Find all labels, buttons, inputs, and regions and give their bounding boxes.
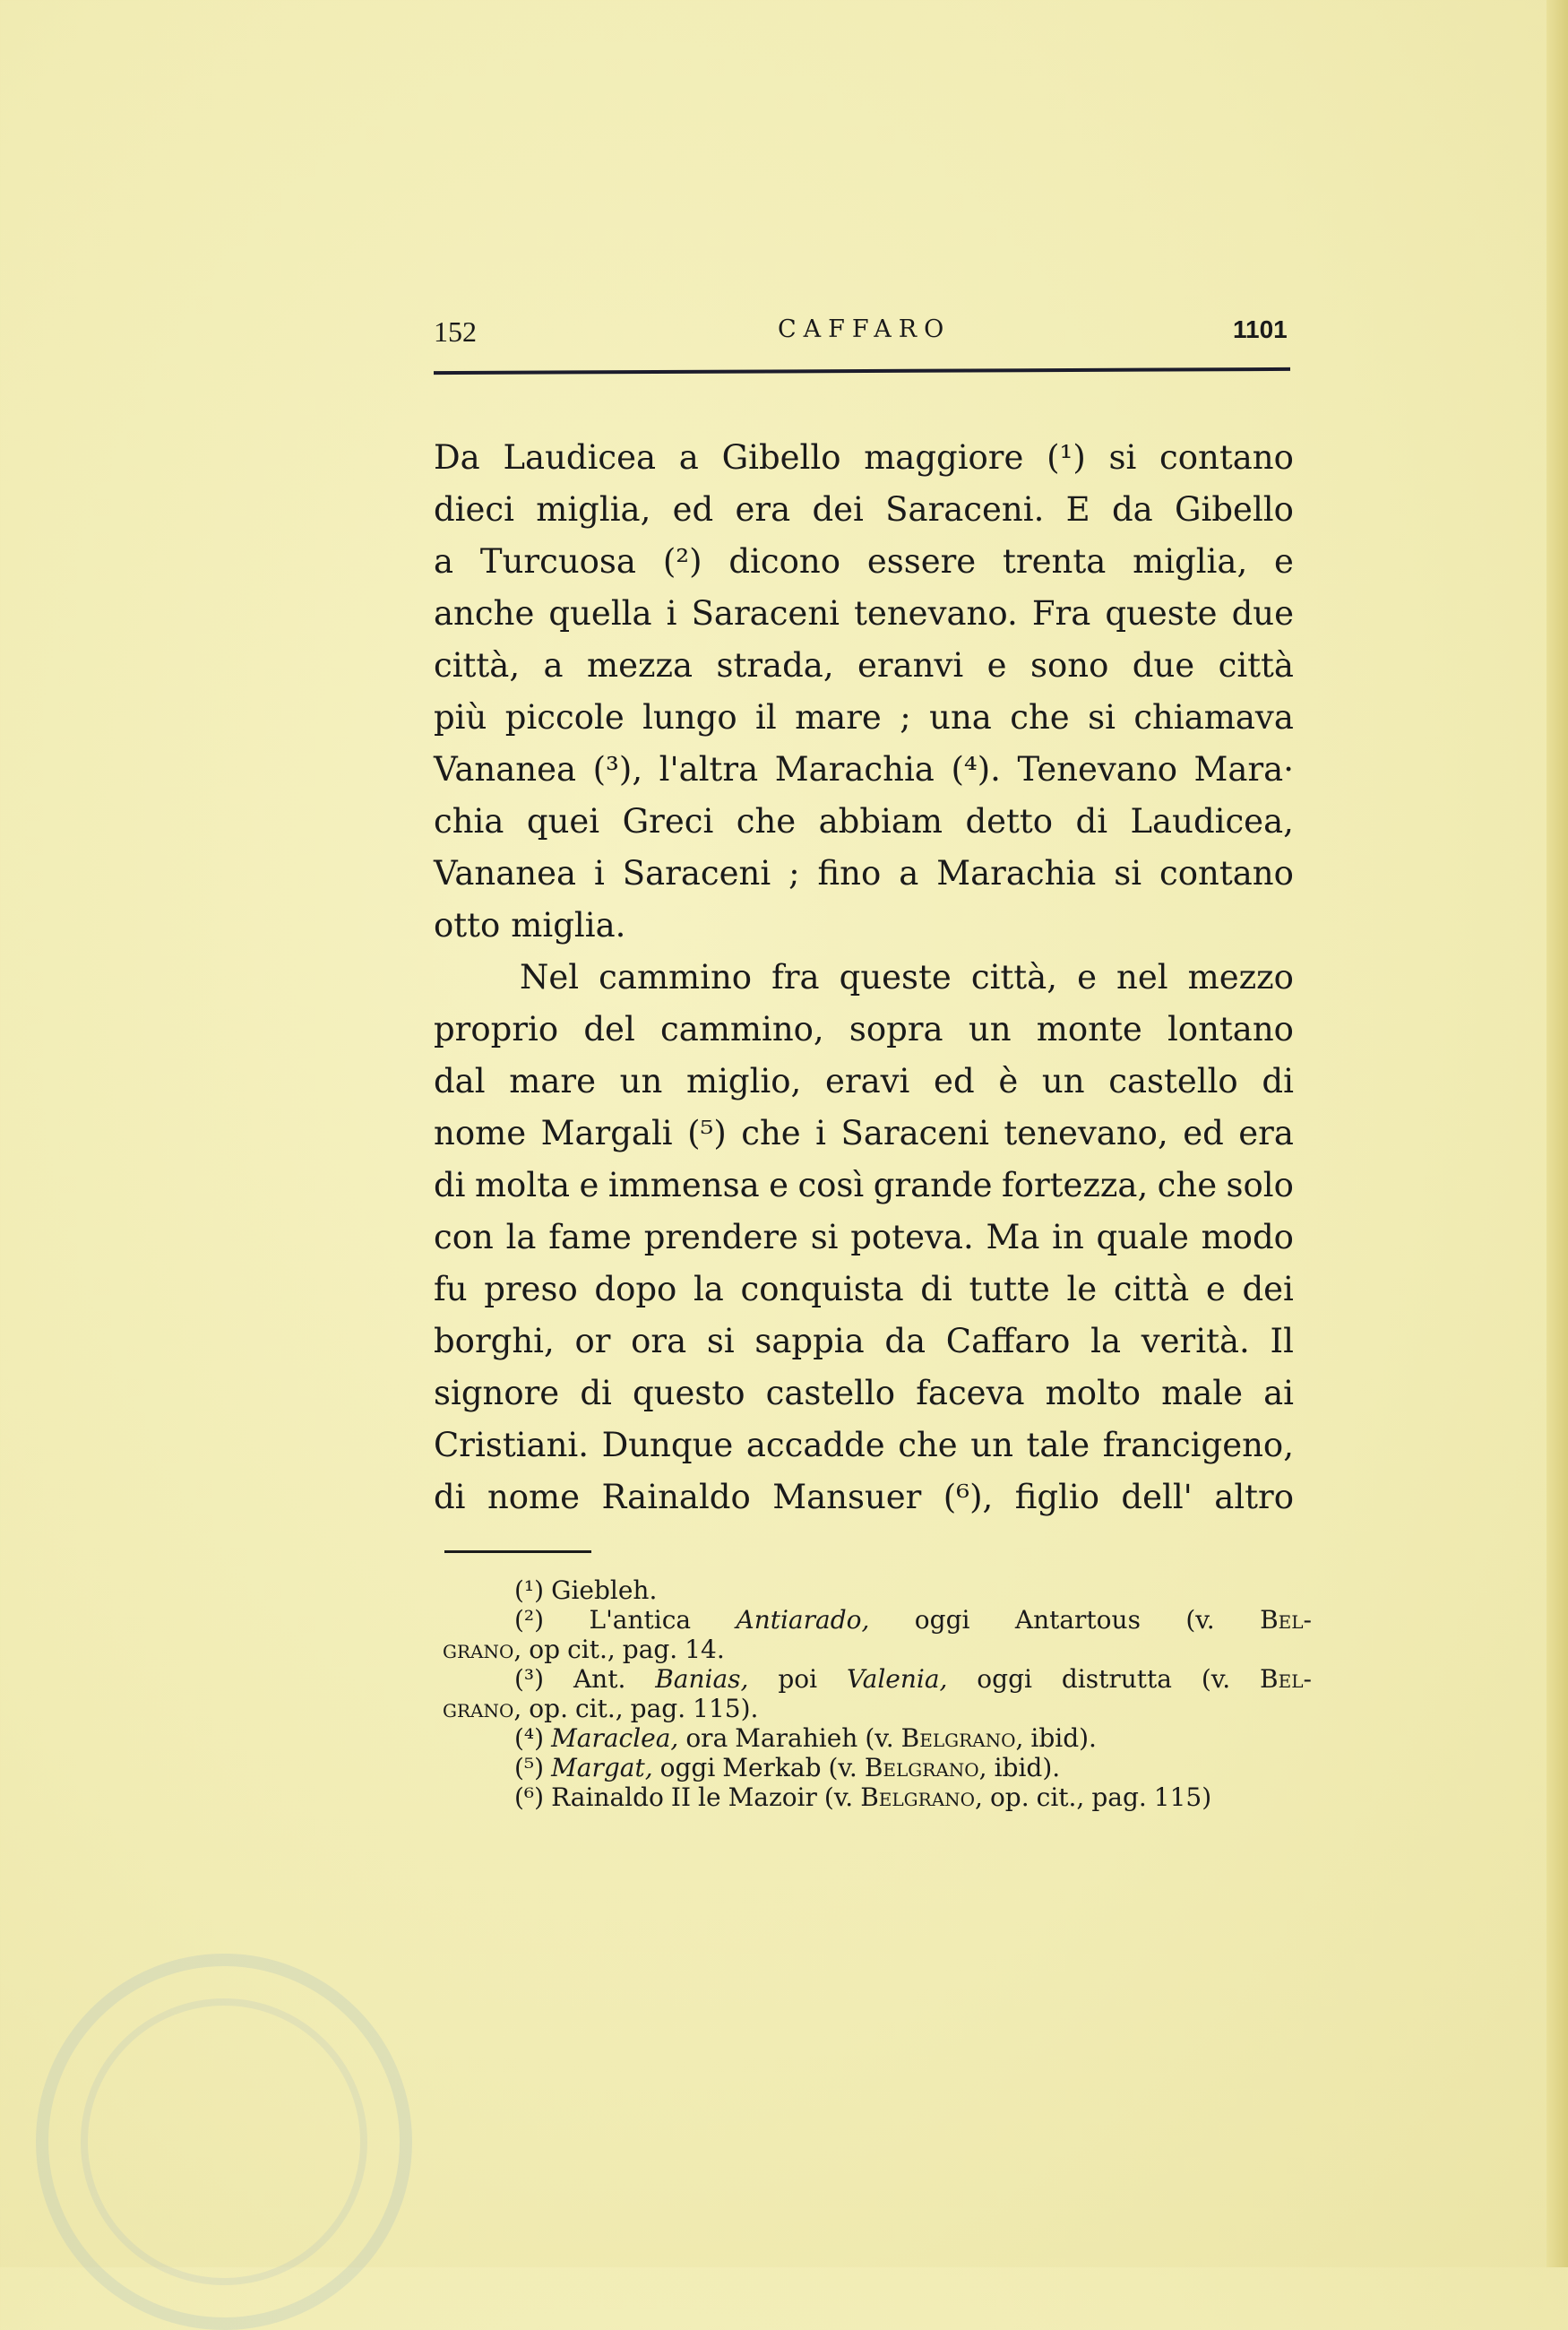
body-line: borghi, or ora si sappia da Caffaro la verità. Il (434, 1322, 1294, 1360)
header-rule (434, 367, 1290, 375)
footnote-line: grano, op cit., pag. 14. (443, 1635, 725, 1664)
library-stamp-inner (81, 1998, 367, 2285)
body-line: fu preso dopo la conquista di tutte le città e dei (434, 1270, 1294, 1308)
body-line: Cristiani. Dunque accadde che un tale francigeno, (434, 1426, 1294, 1464)
body-line: dieci miglia, ed era dei Saraceni. E da Gibello (434, 490, 1294, 529)
body-line: Vananea (³), l'altra Marachia (⁴). Tenevano Mara· (434, 750, 1294, 789)
body-line: proprio del cammino, sopra un monte lontano (434, 1010, 1294, 1048)
footnote-rule (444, 1550, 591, 1553)
footnote-line: (¹) Giebleh. (514, 1575, 658, 1605)
body-text (434, 436, 1294, 1527)
body-line: Nel cammino fra queste città, e nel mezzo (520, 958, 1294, 997)
footnote-line: grano, op. cit., pag. 115). (443, 1694, 759, 1723)
running-title: CAFFARO (778, 315, 952, 343)
footnote-line: (⁶) Rainaldo II le Mazoir (v. Belgrano, op. cit., pag. 115) (514, 1782, 1212, 1812)
body-line: di molta e immensa e così grande fortezza, che solo (434, 1166, 1294, 1204)
body-line: otto miglia. (434, 906, 626, 945)
body-line: Vananea i Saraceni ; fino a Marachia si contano (434, 854, 1294, 893)
body-line: anche quella i Saraceni tenevano. Fra queste due (434, 594, 1294, 633)
body-line: a Turcuosa (²) dicono essere trenta miglia, e (434, 542, 1294, 581)
body-line: con la fame prendere si poteva. Ma in quale modo (434, 1218, 1294, 1256)
page-edge (1546, 0, 1568, 2267)
page-number: 152 (434, 315, 477, 348)
footnote-line: (⁵) Margat, oggi Merkab (v. Belgrano, ibid). (514, 1753, 1061, 1782)
body-line: signore di questo castello faceva molto male ai (434, 1374, 1294, 1412)
body-line: dal mare un miglio, eravi ed è un castello di (434, 1062, 1294, 1100)
body-line: città, a mezza strada, eranvi e sono due città (434, 646, 1294, 685)
footnote-line: (²) L'antica Antiarado, oggi Antartous (v. Bel- (514, 1605, 1312, 1635)
body-line: più piccole lungo il mare ; una che si chiamava (434, 698, 1294, 737)
folio-number: 1101 (1233, 315, 1288, 343)
body-line: Da Laudicea a Gibello maggiore (¹) si contano (434, 438, 1294, 477)
footnotes (443, 1575, 1312, 1812)
body-line: nome Margali (⁵) che i Saraceni tenevano, ed era (434, 1114, 1294, 1152)
body-line: di nome Rainaldo Mansuer (⁶), figlio dell' altro (434, 1478, 1294, 1516)
footnote-line: (⁴) Maraclea, ora Marahieh (v. Belgrano, ibid). (514, 1723, 1097, 1753)
body-line: chia quei Greci che abbiam detto di Laudicea, (434, 802, 1294, 841)
footnote-line: (³) Ant. Banias, poi Valenia, oggi distrutta (v. Bel- (514, 1664, 1312, 1694)
